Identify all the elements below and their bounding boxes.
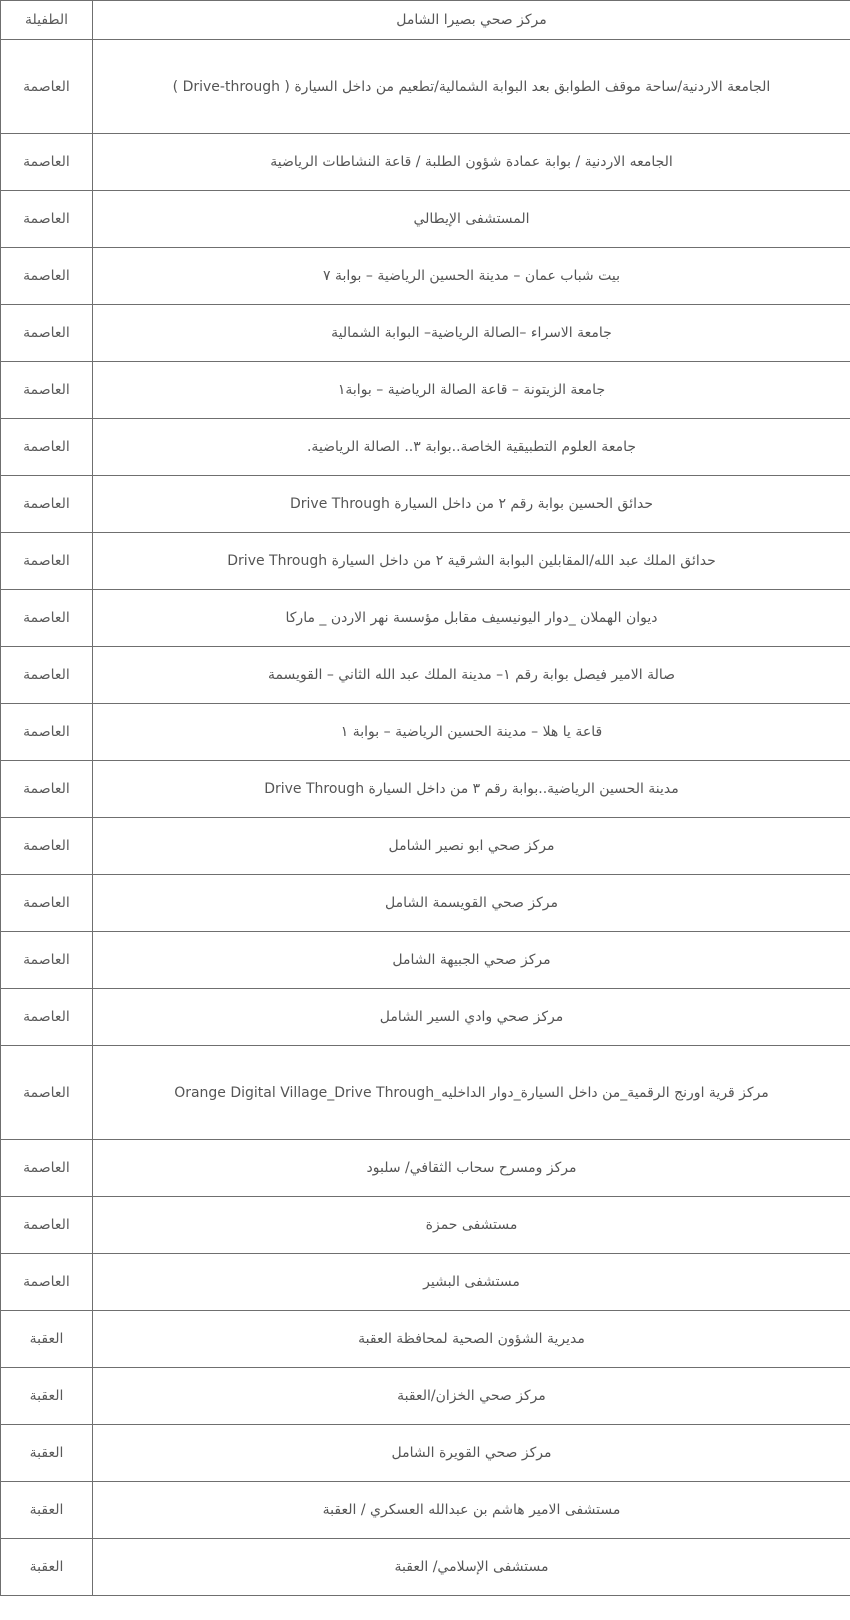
site-cell: مركز صحي وادي السير الشامل	[93, 989, 850, 1046]
governorate-cell: العقبة	[1, 1368, 93, 1425]
table-row	[1, 191, 850, 248]
site-cell: حدائق الحسين بوابة رقم ٢ من داخل السيارة Drive Through	[93, 476, 850, 533]
governorate-cell: العاصمة	[1, 1140, 93, 1197]
site-cell: جامعة الزيتونة – قاعة الصالة الرياضية – بوابة١	[93, 362, 850, 419]
governorate-cell: العاصمة	[1, 1254, 93, 1311]
table-row	[1, 647, 850, 704]
governorate-cell: العاصمة	[1, 1197, 93, 1254]
site-cell: مركز صحي القويسمة الشامل	[93, 875, 850, 932]
site-cell: مستشفى الامير هاشم بن عبدالله العسكري / العقبة	[93, 1482, 850, 1539]
governorate-cell: العقبة	[1, 1482, 93, 1539]
table-row	[1, 1046, 850, 1140]
table-row	[1, 989, 850, 1046]
governorate-cell: العاصمة	[1, 932, 93, 989]
table-row	[1, 590, 850, 647]
site-cell: مركز قرية اورنج الرقمية_من داخل السيارة_دوار الداخليه_Orange Digital Village_Drive Through	[93, 1046, 850, 1140]
governorate-cell: العاصمة	[1, 590, 93, 647]
governorate-cell: العاصمة	[1, 704, 93, 761]
site-cell: بيت شباب عمان – مدينة الحسين الرياضية – بوابة ٧	[93, 248, 850, 305]
governorate-cell: العاصمة	[1, 362, 93, 419]
table-row	[1, 419, 850, 476]
site-cell: مستشفى حمزة	[93, 1197, 850, 1254]
governorate-cell: العاصمة	[1, 761, 93, 818]
governorate-cell: العاصمة	[1, 1046, 93, 1140]
governorate-cell: العاصمة	[1, 533, 93, 590]
site-cell: المستشفى الإيطالي	[93, 191, 850, 248]
table-row	[1, 1368, 850, 1425]
site-cell: قاعة يا هلا – مدينة الحسين الرياضية – بوابة ١	[93, 704, 850, 761]
site-cell: جامعة العلوم التطبيقية الخاصة..بوابة ٣.. الصالة الرياضية.	[93, 419, 850, 476]
table-row	[1, 40, 850, 134]
site-cell: مستشفى الإسلامي/ العقبة	[93, 1539, 850, 1596]
table-row	[1, 932, 850, 989]
site-cell: مدينة الحسين الرياضية..بوابة رقم ٣ من داخل السيارة Drive Through	[93, 761, 850, 818]
site-cell: مركز صحي بصيرا الشامل	[93, 1, 850, 40]
site-cell: مركز صحي الجبيهة الشامل	[93, 932, 850, 989]
site-cell: مركز ومسرح سحاب الثقافي/ سلبود	[93, 1140, 850, 1197]
table-row	[1, 1311, 850, 1368]
governorate-cell: العاصمة	[1, 875, 93, 932]
site-cell: الجامعه الاردنية / بوابة عمادة شؤون الطلبة / قاعة النشاطات الرياضية	[93, 134, 850, 191]
site-cell: الجامعة الاردنية/ساحة موقف الطوابق بعد البوابة الشمالية/تطعيم من داخل السيارة ( Drive-through )	[93, 40, 850, 134]
governorate-cell: العاصمة	[1, 191, 93, 248]
governorate-cell: العاصمة	[1, 134, 93, 191]
table-row	[1, 134, 850, 191]
governorate-cell: العاصمة	[1, 305, 93, 362]
table-row	[1, 476, 850, 533]
governorate-cell: العاصمة	[1, 419, 93, 476]
table-row	[1, 1539, 850, 1596]
table-row	[1, 875, 850, 932]
table-row	[1, 761, 850, 818]
table-row	[1, 1140, 850, 1197]
governorate-cell: العاصمة	[1, 818, 93, 875]
table-row	[1, 1482, 850, 1539]
table-row	[1, 1254, 850, 1311]
table-row	[1, 533, 850, 590]
site-cell: مستشفى البشير	[93, 1254, 850, 1311]
table-row	[1, 362, 850, 419]
governorate-cell: العقبة	[1, 1539, 93, 1596]
site-cell: مركز صحي الخزان/العقبة	[93, 1368, 850, 1425]
site-cell: ديوان الهملان _دوار اليونيسيف مقابل مؤسسة نهر الاردن _ ماركا	[93, 590, 850, 647]
governorate-cell: العاصمة	[1, 40, 93, 134]
table-row	[1, 305, 850, 362]
table-row	[1, 1, 850, 40]
governorate-cell: العاصمة	[1, 476, 93, 533]
site-cell: صالة الامير فيصل بوابة رقم ١– مدينة الملك عبد الله الثاني – القويسمة	[93, 647, 850, 704]
table-row	[1, 818, 850, 875]
site-cell: مركز صحي القويرة الشامل	[93, 1425, 850, 1482]
site-cell: مركز صحي ابو نصير الشامل	[93, 818, 850, 875]
governorate-cell: الطفيلة	[1, 1, 93, 40]
site-cell: جامعة الاسراء –الصالة الرياضية– البوابة الشمالية	[93, 305, 850, 362]
table-row	[1, 1197, 850, 1254]
table-row	[1, 1425, 850, 1482]
table-row	[1, 248, 850, 305]
governorate-cell: العاصمة	[1, 647, 93, 704]
governorate-cell: العاصمة	[1, 989, 93, 1046]
site-cell: حدائق الملك عبد الله/المقابلين البوابة الشرقية ٢ من داخل السيارة Drive Through	[93, 533, 850, 590]
governorate-cell: العقبة	[1, 1311, 93, 1368]
table-row	[1, 704, 850, 761]
site-cell: مديرية الشؤون الصحية لمحافظة العقبة	[93, 1311, 850, 1368]
governorate-cell: العاصمة	[1, 248, 93, 305]
governorate-cell: العقبة	[1, 1425, 93, 1482]
